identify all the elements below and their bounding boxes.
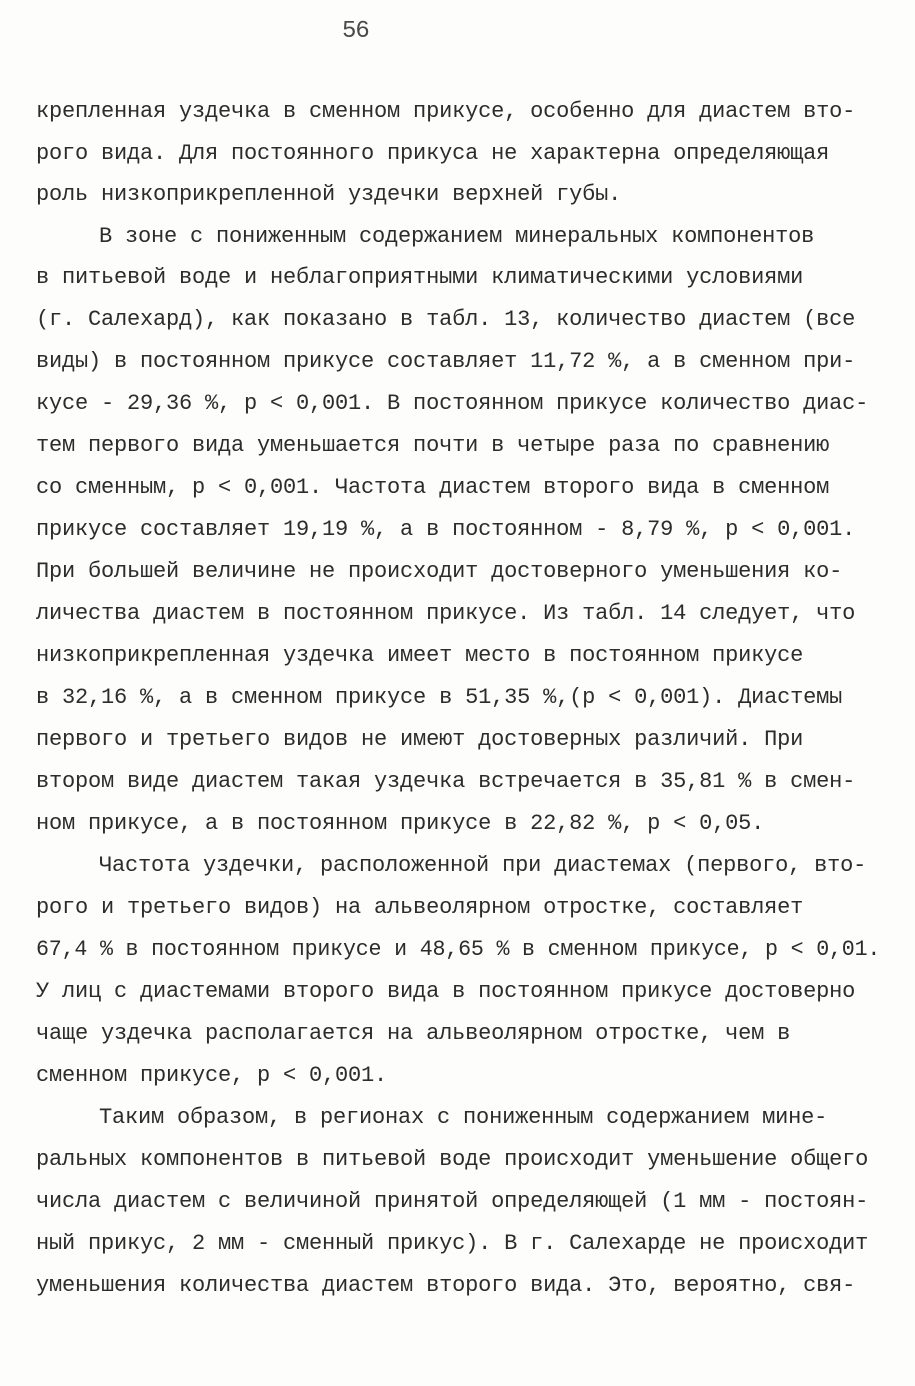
text-line: низкоприкрепленная уздечка имеет место в постоянном прикусе bbox=[36, 643, 804, 668]
text-line: ральных компонентов в питьевой воде происходит уменьшение общего bbox=[36, 1147, 869, 1172]
text-line: кусе - 29,36 %, р < 0,001. В постоянном прикусе количество диас- bbox=[36, 391, 869, 416]
text-line: в питьевой воде и неблагоприятными климатическими условиями bbox=[36, 265, 804, 290]
text-line: 67,4 % в постоянном прикусе и 48,65 % в сменном прикусе, р < 0,01. bbox=[36, 937, 881, 962]
text-line: роль низкоприкрепленной уздечки верхней губы. bbox=[36, 182, 622, 207]
text-line: личества диастем в постоянном прикусе. Из табл. 14 следует, что bbox=[36, 601, 856, 626]
text-line: в 32,16 %, а в сменном прикусе в 51,35 %,(р < 0,001). Диастемы bbox=[36, 685, 843, 710]
paragraph-start-line: Частота уздечки, расположенной при диастемах (первого, вто- bbox=[99, 853, 867, 878]
text-line: чаще уздечка располагается на альвеолярном отростке, чем в bbox=[36, 1021, 791, 1046]
text-line: рого вида. Для постоянного прикуса не характерна определяющая bbox=[36, 141, 830, 166]
paragraph-start-line: В зоне с пониженным содержанием минеральных компонентов bbox=[99, 224, 815, 249]
text-line: крепленная уздечка в сменном прикусе, особенно для диастем вто- bbox=[36, 99, 856, 124]
text-line: рого и третьего видов) на альвеолярном отростке, составляет bbox=[36, 895, 804, 920]
text-line: тем первого вида уменьшается почти в четыре раза по сравнению bbox=[36, 433, 830, 458]
text-line: прикусе составляет 19,19 %, а в постоянном - 8,79 %, р < 0,001. bbox=[36, 517, 856, 542]
text-line: ный прикус, 2 мм - сменный прикус). В г. Салехарде не происходит bbox=[36, 1231, 869, 1256]
text-line: первого и третьего видов не имеют достоверных различий. При bbox=[36, 727, 804, 752]
page-number: 56 bbox=[342, 18, 369, 45]
text-line: У лиц с диастемами второго вида в постоянном прикусе достоверно bbox=[36, 979, 856, 1004]
paragraph-start-line: Таким образом, в регионах с пониженным содержанием мине- bbox=[99, 1105, 828, 1130]
text-line: При большей величине не происходит достоверного уменьшения ко- bbox=[36, 559, 843, 584]
text-line: числа диастем с величиной принятой определяющей (1 мм - постоян- bbox=[36, 1189, 869, 1214]
text-line: сменном прикусе, р < 0,001. bbox=[36, 1063, 388, 1088]
text-line: ном прикусе, а в постоянном прикусе в 22,82 %, р < 0,05. bbox=[36, 811, 765, 836]
text-line: со сменным, р < 0,001. Частота диастем второго вида в сменном bbox=[36, 475, 830, 500]
text-line: уменьшения количества диастем второго вида. Это, вероятно, свя- bbox=[36, 1273, 856, 1298]
text-line: виды) в постоянном прикусе составляет 11,72 %, а в сменном при- bbox=[36, 349, 856, 374]
text-line: (г. Салехард), как показано в табл. 13, количество диастем (все bbox=[36, 307, 856, 332]
text-line: втором виде диастем такая уздечка встречается в 35,81 % в смен- bbox=[36, 769, 856, 794]
